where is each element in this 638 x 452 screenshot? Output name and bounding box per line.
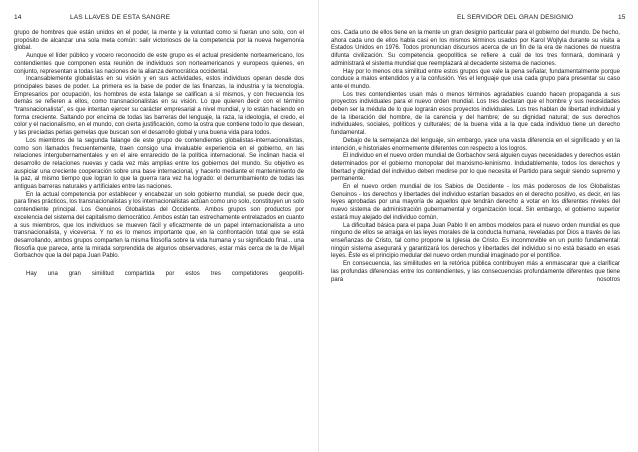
- right-page-body: [331, 30, 620, 284]
- left-running-head: LAS LLAVES DE ESTA SANGRE: [70, 14, 171, 21]
- paragraph: Incansablemente globalistas en su visión y en sus actividades, estos individuos operan desde dos principales bases de poder. La primera es la base de poder de las finanzas, la industria y la tecnología. Empresarios por ocupación, los hombres de esta falange se califican a sí mismos, y con frecuencia los demás se refieren a ellos, como transnacionalistas en su visión. Lo que quieren decir con el término “transnacionalista”, es que intentan ejercer su carácter empresarial a nivel mundial, y lo están haciendo en forma creciente. Saltando por encima de todas las barreras del lenguaje, la raza, la ideología, el credo, el color y el nacionalismo, en el mundo, con cierta justificación, como la ostra que contiene todo lo que desean, y las preciadas perlas gemelas que buscan son el desarrollo global y una buena vida para todos.: [14, 76, 304, 137]
- right-page-number: 15: [618, 14, 626, 21]
- paragraph: Hay una gran similitud compartida por estos tres competidores geopolíti-: [26, 271, 304, 278]
- right-running-head: EL SERVIDOR DEL GRAN DESIGNIO: [457, 14, 574, 21]
- paragraph: grupo de hombres que están unidos en el poder, la mente y la voluntad como si fueran uno solo, con el propósito de alcanzar una sola meta común: salir victoriosos de la competencia por la nueva hegemonía global.: [14, 30, 304, 52]
- paragraph: En consecuencia, las similitudes en la retórica pública contribuyen más a enmascarar que a clarificar las profundas diferencias entre los contendientes, y las consecuencias profundamente diferentes que tiene para nosotros: [331, 261, 620, 283]
- paragraph: Debajo de la semejanza del lenguaje, sin embargo, yace una vasta diferencia en el significado y en la intención, e historiales enormemente diferentes con respecto a los logros.: [331, 137, 620, 152]
- paragraph: En el nuevo orden mundial de los Sabios de Occidente - los más poderosos de los Globalistas Genuinos - los derechos y libertades del individuo estarían basados en el derecho positivo, es decir, en las leyes aprobadas por una mayoría de aquellos que tendrán derecho a votar en los diferentes niveles del nuevo sistema de administración gubernamental y organización local. Sin embargo, el gobierno superior estará muy alejado del individuo común.: [331, 184, 620, 221]
- paragraph: Los tres contendientes usan más o menos términos agradables cuando hacen propaganda a sus proyectos individuales para el nuevo orden mundial. Los tres declaran que el hombre y sus necesidades deben ser la médula de lo que lograrán esos proyectos individuales. Los tres hablan de libertad individual y de la liberación del hombre, de la carencia y del hambre; de su dignidad natural; de sus derechos individuales, sociales, políticos y culturales; de la buena vida a la que cada individuo tiene un derecho fundamental.: [331, 91, 620, 137]
- left-page-body: [14, 30, 304, 279]
- right-page: [319, 0, 638, 452]
- paragraph: La dificultad básica para el papa Juan Pablo II en ambos modelos para el nuevo orden mundial es que ninguno de ellos se arraiga en las leyes morales de la conducta humana, reveladas por Dios a través de las enseñanzas de Cristo, tal como propone la Iglesia de Cristo. Es inconmovible en un punto fundamental: ningún sistema asegurará y garantizará los derechos y libertades del individuo si no está basado en esas leyes. Éste es el principio medular del nuevo orden mundial imaginado por el pontífice.: [331, 222, 620, 260]
- paragraph: cos. Cada uno de ellos tiene en la mente un gran designio particular para el gobierno del mundo. De hecho, ahora cada uno de ellos habla casi en los mismos términos usados por Karol Wojtyla durante su visita a Estados Unidos en 1976. Todos pronuncian discursos acerca de un fin de la era de naciones de nuestra difunta civilización. Su competencia geopolítica se refiere a cuál de los tres formará, dominará y administrará el sistema mundial que reemplazará al decadente sistema de naciones.: [331, 30, 620, 67]
- left-page-number: 14: [14, 14, 22, 21]
- paragraph: En la actual competencia por establecer y encabezar un solo gobierno mundial, se puede decir que, para fines prácticos, los transnacionalistas y los internacionalistas actúan como uno solo, constituyen un solo contendiente principal. Los Genuinos Globalistas del Occidente. Ambos grupos son productos por excelencia del sistema del capitalismo democrático. Ambos están tan estrechamente entrelazados en cuanto a sus miembros, que los individuos se mueven fácil y eficazmente de un papel internacionalista a uno transnacionalista, y viceversa. Y no es lo menos importante que, en la confrontación total que se está desarrollando, ambos grupos comparten la misma filosofía sobre la vida humana y su significado final... una filosofía que parece, ante la mirada sorprendida de algunos observadores, estar más cerca de la de Mijaíl Gorbachov que la del papa Juan Pablo.: [14, 191, 304, 260]
- paragraph: Los miembros de la segunda falange de este grupo de contendientes globalistas-internacionalistas, como son llamados frecuentemente, traen consigo una invaluable experiencia en el gobierno, en las relaciones intergubernamentales y en el aire enrarecido de la política internacional. Se inclinan hacia el desarrollo de relaciones nuevas y cada vez más amplias entre los gobiernos del mundo. Su objetivo es auspiciar una creciente cooperación sobre una base internacional, y hacerlo mediante el mantenimiento de la paz, al mismo tiempo que logran lo que la guerra rara vez ha logrado: el derrumbamiento de todas las antiguas barreras naturales y artificiales entre las naciones.: [14, 137, 304, 191]
- paragraph: El individuo en el nuevo orden mundial de Gorbachov será alguien cuyas necesidades y derechos están determinados por el gobierno monopolar del marxismo-leninismo. Indudablemente, todos los derechos y libertad y dignidad del individuo deben medirse por lo que necesita el Partido para seguir siendo supremo y permanente.: [331, 153, 620, 183]
- paragraph: Aunque el líder público y vocero reconocido de este grupo es el actual presidente norteamericano, los contendientes que componen esta reunión de individuos son norteamericanos y europeos quienes, en conjunto, representan a todas las naciones de la alianza democrática occidental.: [14, 53, 304, 75]
- paragraph: Hay por lo menos otra similitud entre estos grupos que vale la pena señalar, fundamentalmente porque conduce a malos entendidos y a la confusión. Yes el lenguaje que usa cada grupo para presentar su caso ante el mundo.: [331, 68, 620, 90]
